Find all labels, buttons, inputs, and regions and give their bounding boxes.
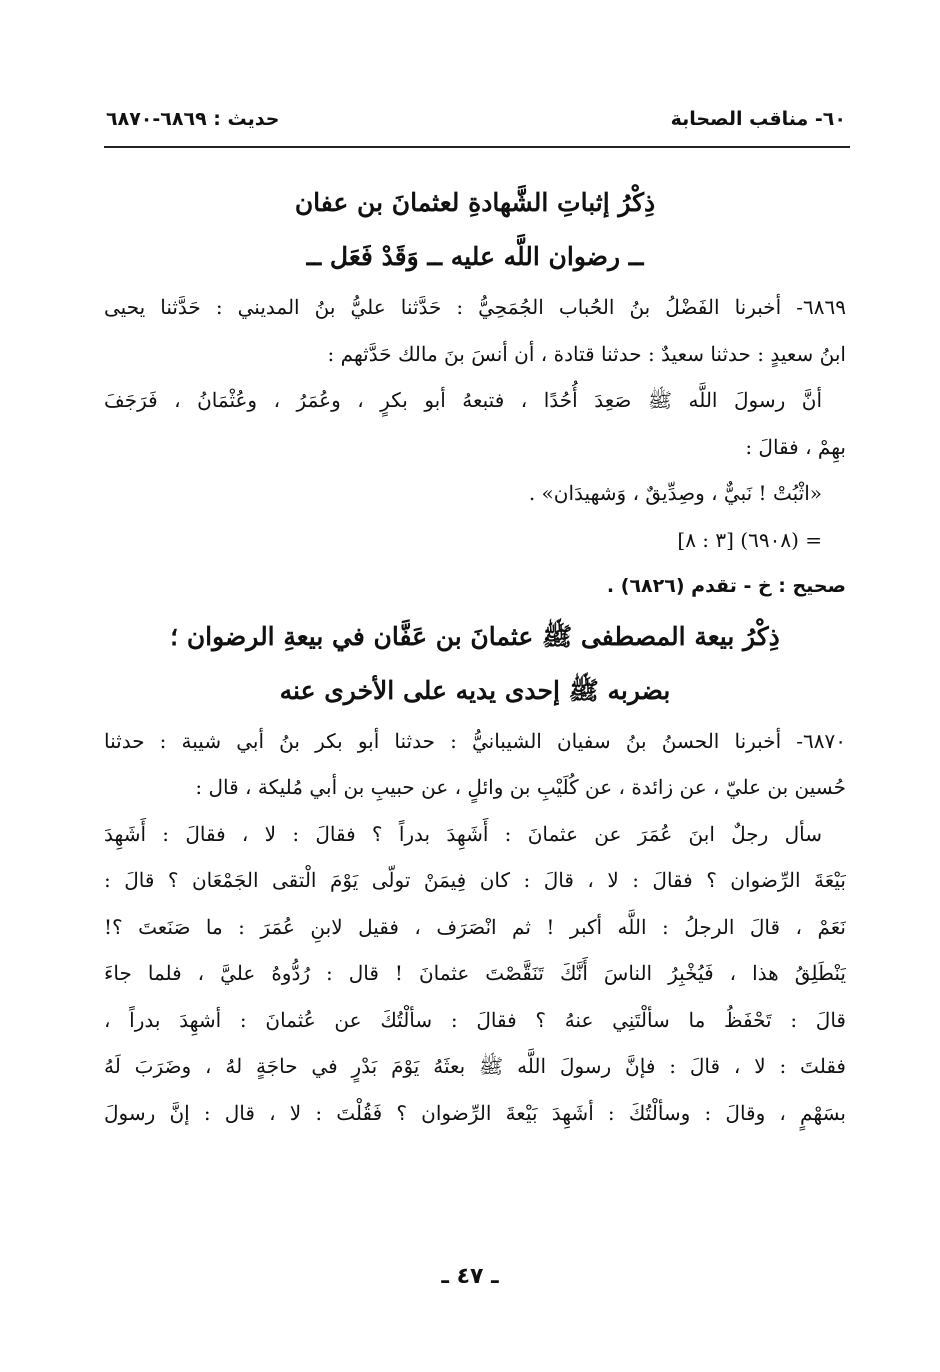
section1-title-line2: ــ رضوان اللَّه عليه ــ وَقَدْ فَعَل ــ [306,242,644,271]
section2-title-line2: بضربه ﷺ إحدى يديه على الأخرى عنه [279,675,671,705]
hadith2-line-7: قالَ : تَحْفَظُ ما سألْتَنِي عنهُ ؟ فقالَ : سألْتُكَ عن عُثمانَ : أشهِدَ بدراً ، [104,1007,846,1032]
header-chapter-title: ٦٠- مناقب الصحابة [670,108,846,130]
hadith1-grade: صحيح : خ - تقدم (٦٨٢٦) . [606,575,846,597]
header-rule [104,146,850,148]
hadith1-line-2: ابنُ سعيدٍ : حدثنا سعيدٌ : حدثنا قتادة ، أن أنسَ بنَ مالك حَدَّثهم : [327,341,846,366]
page-body [104,176,846,1136]
hadith2-line-2: حُسين بن عليّ ، عن زائدة ، عن كُلَيْبِ بن وائلٍ ، عن حبيبِ بن أبي مُليكة ، قال : [195,775,846,799]
page-number: ـ ٤٧ ـ [441,1264,499,1289]
hadith2-line-6: يَنْطَلِقُ هذا ، فَيُخْبِرُ الناسَ أَنَّكَ تَنَقَّصْتَ عثمانَ ! قال : رُدُّوهُ عليَّ ، فلما جاءَ [104,961,846,985]
hadith1-line-5: «اثْبُتْ ! نَبيٌّ ، وصِدِّيقٌ ، وَشهيدَان» . [528,481,822,505]
hadith2-line-8: فقلتَ : لا ، قالَ : فإنَّ رسولَ اللَّه ﷺ بعثَهُ يَوْمَ بَدْرٍ في حاجَةٍ لهُ ، وضَرَبَ لَهُ [104,1054,846,1078]
hadith2-line-9: بسَهْمٍ ، وقالَ : وسألْتُكَ : أشَهِدَ بَيْعةَ الرِّضوان ؟ فَقُلْتَ : لا ، قال : إنَّ رسولَ [104,1100,846,1125]
hadith1-line-6: = (٦٩٠٨) [٣ : ٨] [677,527,822,552]
hadith2-line-1: ٦٨٧٠- أخبرنا الحسنُ بنُ سفيان الشيبانيُّ : حدثنا أبو بكر بنُ أبي شيبة : حدثنا [104,728,846,753]
hadith1-line-3: أنَّ رسولَ اللَّه ﷺ صَعِدَ أُحُدًا ، فتبعهُ أبو بكرٍ ، وعُمَرُ ، وعُثْمَانُ ، فَرَجَفَ [104,388,822,412]
hadith2-line-5: نَعَمْ ، قالَ الرجلُ : اللَّه أكبر ! ثم انْصَرَف ، فقيل لابنِ عُمَرَ : ما صَنَعتَ ؟! [104,914,846,939]
hadith2-line-3: سأل رجلٌ ابنَ عُمَرَ عن عثمانَ : أَشَهِدَ بدراً ؟ فقالَ : لا ، فقالَ : أَشَهِدَ [104,821,822,846]
header-hadith-range: حديث : ٦٨٦٩-٦٨٧٠ [106,108,280,130]
hadith1-line-4: بهِمْ ، فقالَ : [745,434,846,459]
section1-title-line1: ذِكْرُ إثباتِ الشَّهادةِ لعثمانَ بن عفان [294,188,656,217]
section2-title-line1: ذِكْرُ بيعة المصطفى ﷺ عثمانَ بن عَفَّان في بيعةِ الرضوان ؛ [170,621,780,651]
hadith1-line-1: ٦٨٦٩- أخبرنا الفَضْلُ بنُ الحُباب الجُمَحِيُّ : حَدَّثنا عليُّ بنُ المديني : حَدَّثنا يحيى [104,295,846,319]
hadith2-line-4: بَيْعَةَ الرِّضوان ؟ فقالَ : لا ، قالَ : كان فِيمَنْ تولّى يَوْمَ الْتقى الجَمْعَان ؟ قالَ : [104,868,846,892]
running-header [106,108,846,136]
